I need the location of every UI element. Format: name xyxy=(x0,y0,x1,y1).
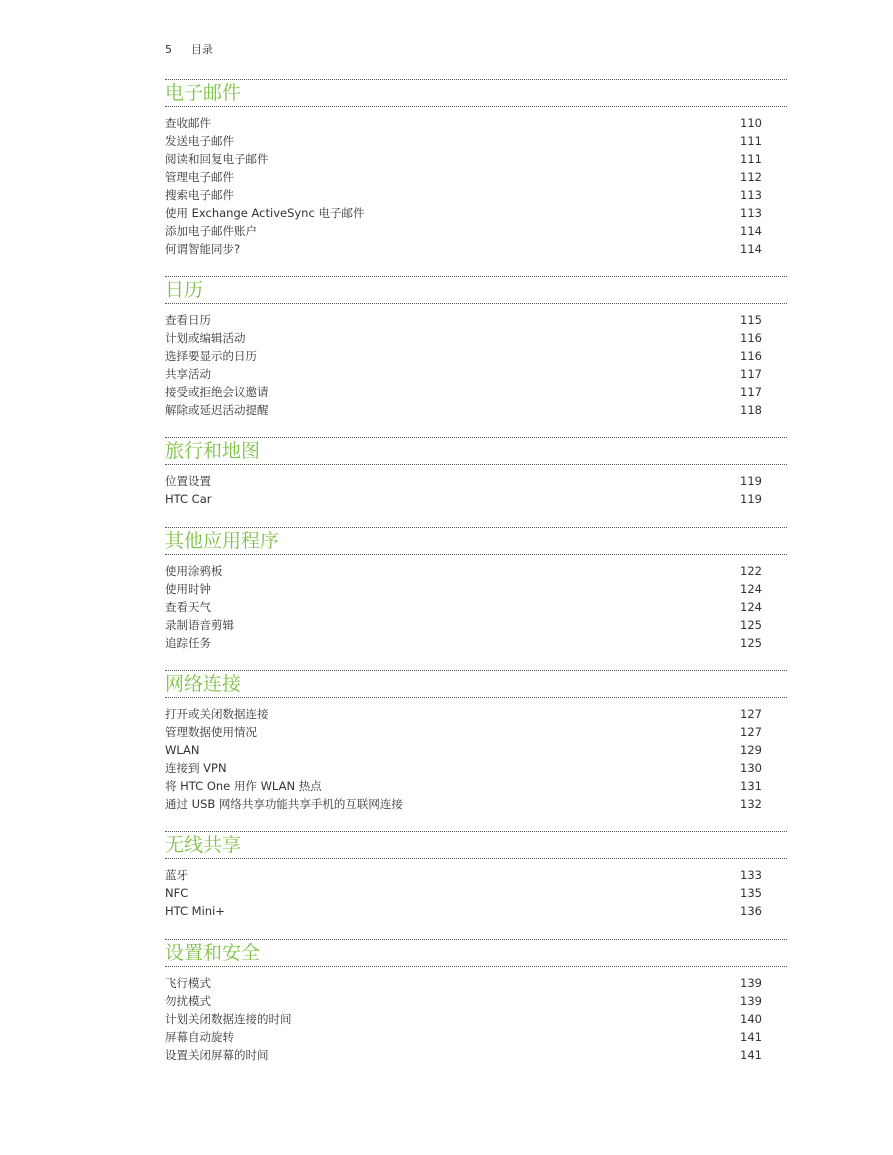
entry-title: 位置设置 xyxy=(165,474,211,488)
toc-entry[interactable] xyxy=(165,329,762,347)
toc-entry[interactable] xyxy=(165,168,762,186)
toc-section xyxy=(165,831,787,920)
entry-title: 使用涂鸦板 xyxy=(165,564,223,578)
entry-page-number: 130 xyxy=(740,761,762,775)
entry-title: 管理电子邮件 xyxy=(165,170,234,184)
entry-list xyxy=(165,562,787,652)
entry-list xyxy=(165,705,787,813)
toc-entry[interactable] xyxy=(165,759,762,777)
entry-page-number: 140 xyxy=(740,1012,762,1026)
toc-entry[interactable] xyxy=(165,723,762,741)
entry-title: 管理数据使用情况 xyxy=(165,725,257,739)
entry-page-number: 118 xyxy=(740,403,762,417)
entry-title: 计划或编辑活动 xyxy=(165,331,246,345)
entry-page-number: 115 xyxy=(740,313,762,327)
entry-title: 查看天气 xyxy=(165,600,211,614)
toc-entry[interactable] xyxy=(165,902,762,920)
section-title[interactable]: 其他应用程序 xyxy=(165,530,280,552)
toc-entry[interactable] xyxy=(165,598,762,616)
entry-title: 何谓智能同步? xyxy=(165,242,241,256)
entry-title: 阅读和回复电子邮件 xyxy=(165,152,269,166)
toc-entry[interactable] xyxy=(165,974,762,992)
page-number: 5 xyxy=(165,43,172,56)
entry-page-number: 113 xyxy=(740,206,762,220)
toc-entry[interactable] xyxy=(165,311,762,329)
toc-section xyxy=(165,79,787,258)
entry-page-number: 139 xyxy=(740,976,762,990)
toc-entry[interactable] xyxy=(165,1028,762,1046)
entry-page-number: 113 xyxy=(740,188,762,202)
entry-page-number: 116 xyxy=(740,331,762,345)
toc-section xyxy=(165,670,787,813)
entry-title: 查收邮件 xyxy=(165,116,211,130)
section-header xyxy=(165,670,787,698)
entry-title: 发送电子邮件 xyxy=(165,134,234,148)
toc-entry[interactable] xyxy=(165,204,762,222)
toc-entry[interactable] xyxy=(165,132,762,150)
entry-title: 搜索电子邮件 xyxy=(165,188,234,202)
toc-entry[interactable] xyxy=(165,472,762,490)
entry-page-number: 125 xyxy=(740,618,762,632)
section-header xyxy=(165,437,787,465)
entry-page-number: 122 xyxy=(740,564,762,578)
entry-title: 选择要显示的日历 xyxy=(165,349,257,363)
toc-entry[interactable] xyxy=(165,150,762,168)
toc-entry[interactable] xyxy=(165,1010,762,1028)
entry-page-number: 117 xyxy=(740,385,762,399)
entry-page-number: 125 xyxy=(740,636,762,650)
entry-page-number: 114 xyxy=(740,242,762,256)
section-title[interactable]: 日历 xyxy=(165,279,204,301)
toc-entry[interactable] xyxy=(165,616,762,634)
entry-title: 共享活动 xyxy=(165,367,211,381)
section-title[interactable]: 网络连接 xyxy=(165,673,242,695)
toc-entry[interactable] xyxy=(165,186,762,204)
toc-entry[interactable] xyxy=(165,866,762,884)
entry-title: 查看日历 xyxy=(165,313,211,327)
entry-page-number: 131 xyxy=(740,779,762,793)
toc-entry[interactable] xyxy=(165,383,762,401)
toc-entry[interactable] xyxy=(165,240,762,258)
entry-title: HTC Mini+ xyxy=(165,904,225,918)
entry-page-number: 119 xyxy=(740,474,762,488)
entry-page-number: 112 xyxy=(740,170,762,184)
entry-title: 计划关闭数据连接的时间 xyxy=(165,1012,292,1026)
entry-list xyxy=(165,866,787,920)
toc-entry[interactable] xyxy=(165,401,762,419)
toc-section xyxy=(165,437,787,508)
entry-title: 通过 USB 网络共享功能共享手机的互联网连接 xyxy=(165,797,403,811)
entry-page-number: 111 xyxy=(740,134,762,148)
entry-page-number: 136 xyxy=(740,904,762,918)
entry-list xyxy=(165,472,787,508)
entry-title: 将 HTC One 用作 WLAN 热点 xyxy=(165,779,322,793)
toc-entry[interactable] xyxy=(165,490,762,508)
toc-entry[interactable] xyxy=(165,222,762,240)
entry-page-number: 132 xyxy=(740,797,762,811)
section-title[interactable]: 设置和安全 xyxy=(165,942,261,964)
section-header xyxy=(165,276,787,304)
entry-page-number: 117 xyxy=(740,367,762,381)
toc-entry[interactable] xyxy=(165,634,762,652)
entry-title: 设置关闭屏幕的时间 xyxy=(165,1048,269,1062)
toc-section xyxy=(165,276,787,419)
toc-entry[interactable] xyxy=(165,741,762,759)
toc-entry[interactable] xyxy=(165,795,762,813)
section-title[interactable]: 电子邮件 xyxy=(165,82,242,104)
entry-title: 录制语音剪辑 xyxy=(165,618,234,632)
entry-title: 屏幕自动旋转 xyxy=(165,1030,234,1044)
toc-entry[interactable] xyxy=(165,1046,762,1064)
entry-title: 接受或拒绝会议邀请 xyxy=(165,385,269,399)
entry-title: 蓝牙 xyxy=(165,868,188,882)
entry-title: 添加电子邮件账户 xyxy=(165,224,257,238)
toc-entry[interactable] xyxy=(165,580,762,598)
entry-title: HTC Car xyxy=(165,492,212,506)
entry-title: 连接到 VPN xyxy=(165,761,227,775)
entry-page-number: 129 xyxy=(740,743,762,757)
entry-page-number: 124 xyxy=(740,600,762,614)
section-title[interactable]: 旅行和地图 xyxy=(165,440,261,462)
toc-entry[interactable] xyxy=(165,365,762,383)
entry-title: 飞行模式 xyxy=(165,976,211,990)
entry-title: WLAN xyxy=(165,743,200,757)
entry-title: 勿扰模式 xyxy=(165,994,211,1008)
entry-list xyxy=(165,114,787,258)
toc-entry[interactable] xyxy=(165,992,762,1010)
section-header xyxy=(165,831,787,859)
entry-title: NFC xyxy=(165,886,189,900)
entry-page-number: 133 xyxy=(740,868,762,882)
entry-list xyxy=(165,974,787,1064)
entry-title: 追踪任务 xyxy=(165,636,211,650)
entry-page-number: 135 xyxy=(740,886,762,900)
toc-entry[interactable] xyxy=(165,114,762,132)
entry-page-number: 114 xyxy=(740,224,762,238)
toc-entry[interactable] xyxy=(165,884,762,902)
entry-list xyxy=(165,311,787,419)
entry-page-number: 139 xyxy=(740,994,762,1008)
section-header xyxy=(165,939,787,967)
toc-entry[interactable] xyxy=(165,705,762,723)
entry-page-number: 127 xyxy=(740,725,762,739)
section-header xyxy=(165,527,787,555)
toc-section xyxy=(165,939,787,1064)
entry-page-number: 141 xyxy=(740,1030,762,1044)
entry-title: 使用 Exchange ActiveSync 电子邮件 xyxy=(165,206,365,220)
entry-title: 解除或延迟活动提醒 xyxy=(165,403,269,417)
entry-page-number: 116 xyxy=(740,349,762,363)
section-header xyxy=(165,79,787,107)
toc-section xyxy=(165,527,787,652)
toc-entry[interactable] xyxy=(165,777,762,795)
entry-page-number: 110 xyxy=(740,116,762,130)
entry-page-number: 119 xyxy=(740,492,762,506)
page-header xyxy=(165,41,213,57)
entry-page-number: 111 xyxy=(740,152,762,166)
page-header-title: 目录 xyxy=(191,43,213,56)
entry-title: 打开或关闭数据连接 xyxy=(165,707,269,721)
toc-entry[interactable] xyxy=(165,562,762,580)
entry-page-number: 141 xyxy=(740,1048,762,1062)
entry-page-number: 127 xyxy=(740,707,762,721)
entry-title: 使用时钟 xyxy=(165,582,211,596)
section-title[interactable]: 无线共享 xyxy=(165,834,242,856)
entry-page-number: 124 xyxy=(740,582,762,596)
toc-entry[interactable] xyxy=(165,347,762,365)
